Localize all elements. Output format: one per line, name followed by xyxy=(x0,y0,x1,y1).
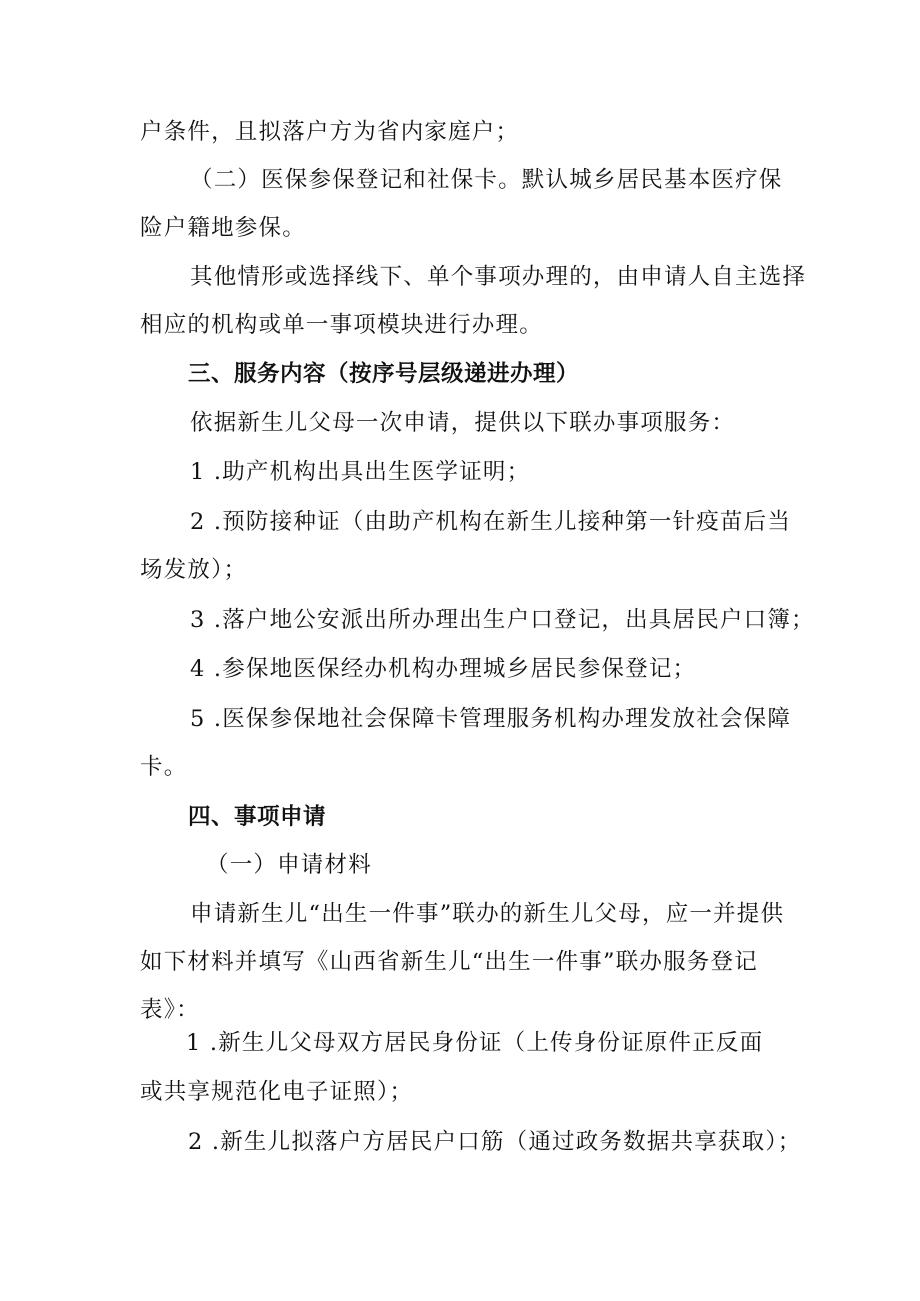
item-two-line-2: 险户籍地参保。 xyxy=(140,215,306,241)
service-item-5-line-2: 卡。 xyxy=(140,754,188,780)
material-item-2: 2 .新生儿拟落户方居民户口筋（通过政务数据共享获取）； xyxy=(188,1129,802,1155)
section-four-intro-line-3: 表》： xyxy=(140,997,200,1023)
service-item-1: 1 .助产机构出具出生医学证明； xyxy=(190,459,531,485)
material-item-1-line-2: 或共享规范化电子证照）； xyxy=(140,1079,414,1105)
section-three-intro: 依据新生儿父母一次申请，提供以下联办事项服务： xyxy=(190,410,736,436)
service-item-2-line-2: 场发放）； xyxy=(140,557,248,583)
item-two-line-1: （二）医保参保登记和社保卡。默认城乡居民基本医疗保 xyxy=(190,167,783,193)
section-three-heading: 三、服务内容（按序号层级递进办理） xyxy=(188,361,580,387)
service-item-5-line-1: 5 .医保参保地社会保障卡管理服务机构办理发放社会保障 xyxy=(190,706,792,732)
service-item-2-line-1: 2 .预防接种证（由助产机构在新生儿接种第一针疫苗后当 xyxy=(190,509,792,535)
intro-line: 户条件，且拟落户方为省内家庭户； xyxy=(140,119,520,145)
section-four-intro-line-2: 如下材料并填写《山西省新生儿“出生一件事”联办服务登记 xyxy=(140,949,758,975)
section-four-subheading: （一）申请材料 xyxy=(206,852,372,878)
service-item-4: 4 .参保地医保经办机构办理城乡居民参保登记； xyxy=(190,656,697,682)
service-item-3: 3 .落户地公安派出所办理出生户口登记，出具居民户口簿； xyxy=(190,607,815,633)
other-line-2: 相应的机构或单一事项模块进行办理。 xyxy=(140,312,543,338)
section-four-heading: 四、事项申请 xyxy=(188,804,327,830)
section-four-intro-line-1: 申请新生儿“出生一件事”联办的新生儿父母，应一并提供 xyxy=(190,901,785,927)
other-line-1: 其他情形或选择线下、单个事项办理的，由申请人自主选择 xyxy=(190,264,807,290)
material-item-1-line-1: 1 .新生儿父母双方居民身份证（上传身份证原件正反面 xyxy=(186,1030,764,1056)
